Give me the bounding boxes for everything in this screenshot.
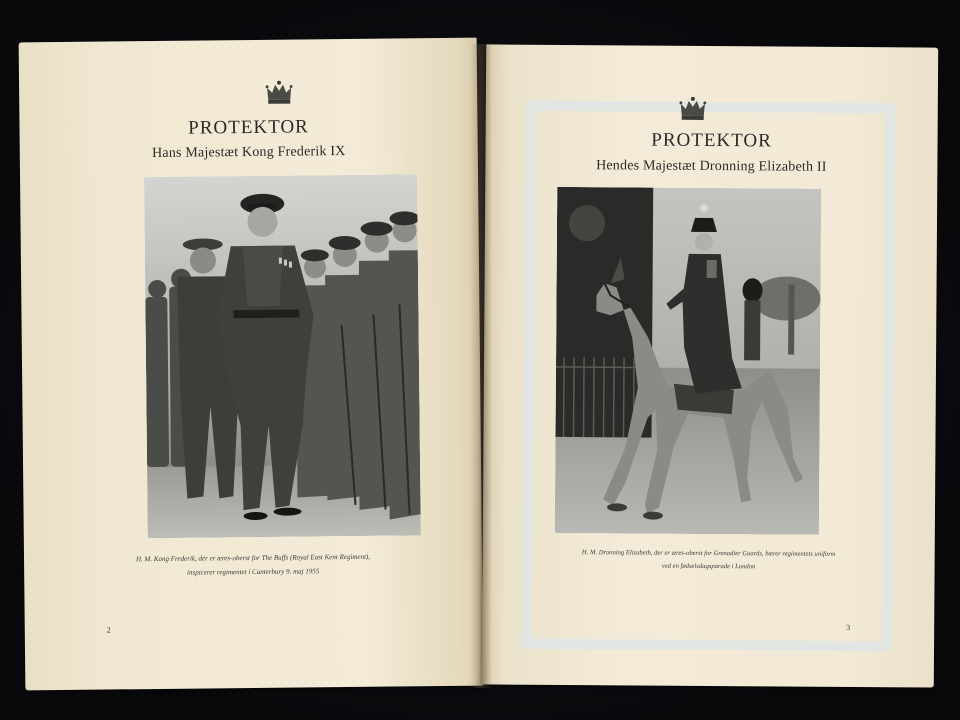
left-caption-line-2: inspicerer regimentet i Canterbury 9. maj 1955 bbox=[186, 567, 320, 577]
crown-icon bbox=[265, 80, 293, 106]
left-page-title: PROTEKTOR bbox=[188, 116, 309, 139]
right-page bbox=[482, 44, 938, 687]
right-page-number: 3 bbox=[846, 622, 851, 632]
book-spine bbox=[470, 44, 492, 688]
crown-icon bbox=[679, 96, 707, 122]
queen-horseback-image bbox=[555, 187, 821, 535]
left-caption-line-1: H. M. Kong Frederik, der er æres-oberst for The Buffs (Royal East Kent Regiment), bbox=[135, 552, 371, 564]
right-caption-line-1: H. M. Dronning Elizabeth, der er æres-oberst for Grenadier Guards, bærer regimentets uniform bbox=[581, 549, 836, 558]
left-page bbox=[19, 38, 484, 691]
left-page-subtitle: Hans Majestæt Kong Frederik IX bbox=[151, 143, 346, 162]
king-inspection-photo bbox=[144, 174, 421, 538]
king-inspection-image bbox=[144, 174, 421, 538]
right-page-subtitle: Hendes Majestæt Dronning Elizabeth II bbox=[596, 158, 827, 175]
right-page-title: PROTEKTOR bbox=[651, 129, 772, 152]
right-caption-line-2: ved en fødselsdagsparade i London bbox=[661, 562, 756, 571]
left-page-number: 2 bbox=[106, 625, 111, 635]
queen-horseback-photo bbox=[555, 187, 821, 535]
